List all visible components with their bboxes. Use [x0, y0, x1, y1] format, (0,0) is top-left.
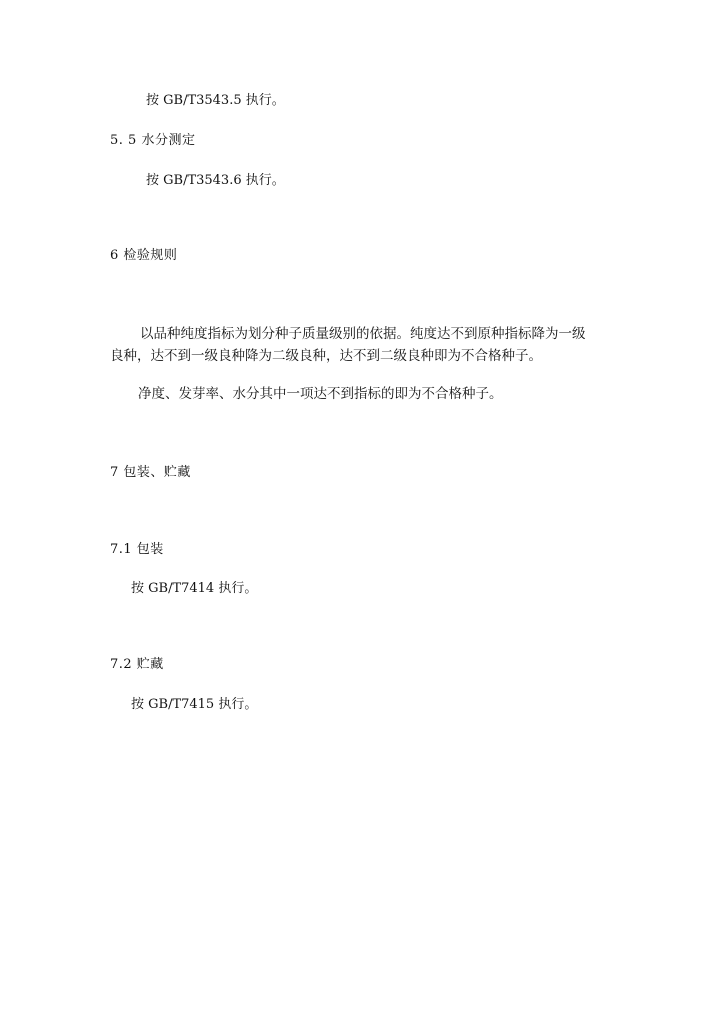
section-5-4-body: 按 GB/T3543.5 执行。	[146, 93, 285, 108]
section-7-2-heading: 7.2 贮藏	[110, 657, 164, 672]
section-5-5-heading: 5. 5 水分测定	[110, 133, 196, 148]
section-5-5-body: 按 GB/T3543.6 执行。	[146, 173, 285, 188]
section-7-2-body: 按 GB/T7415 执行。	[131, 697, 258, 712]
section-7-1-heading: 7.1 包装	[110, 542, 164, 557]
section-7-1-body: 按 GB/T7414 执行。	[131, 581, 258, 596]
section-6-paragraph-2: 净度、发芽率、水分其中一项达不到指标的即为不合格种子。	[138, 386, 503, 402]
section-6-paragraph-1-line-2: 良种，达不到一级良种降为二级良种，达不到二级良种即为不合格种子。	[110, 348, 542, 364]
section-6-heading: 6 检验规则	[110, 248, 178, 263]
section-7-heading: 7 包装、贮藏	[110, 465, 191, 480]
section-6-paragraph-1-line-1: 以品种纯度指标为划分种子质量级别的依据。纯度达不到原种指标降为一级	[140, 326, 586, 342]
